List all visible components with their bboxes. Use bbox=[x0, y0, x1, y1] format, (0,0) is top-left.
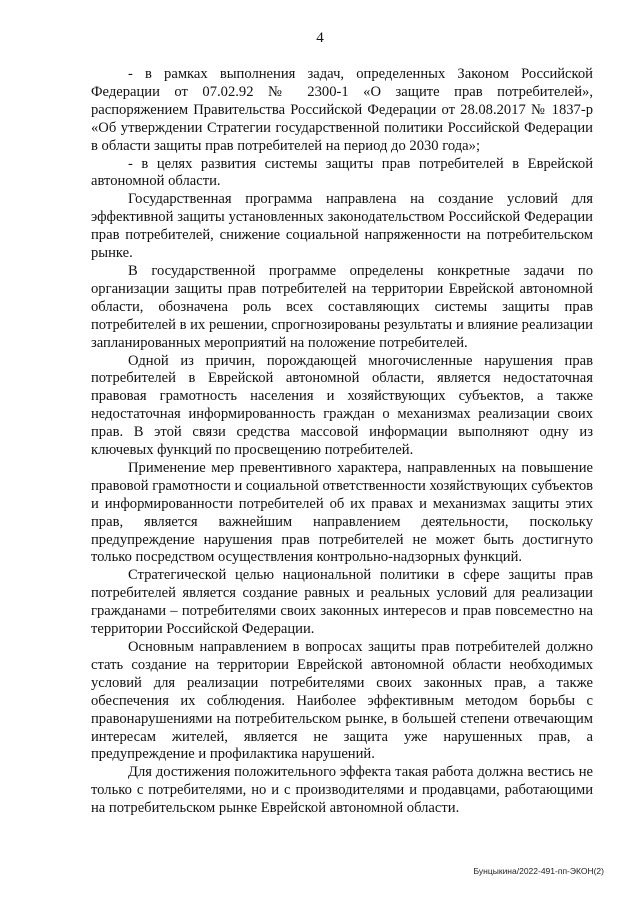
paragraph-item-3: Государственная программа направлена на создание условий для эффективной защиты установленных законодательством Российской Федерации прав потребителей, снижение социальной напряженности на потребительском рынке. bbox=[91, 191, 593, 262]
paragraph-item-5: Одной из причин, порождающей многочисленные нарушения прав потребителей в Еврейской автономной области, является недостаточная правовая грамотность населения и хозяйствующих субъектов, а также недостаточная информированность граждан о механизмах реализации своих прав. В этой связи средства массовой информации выполняют одну из ключевых функций по просвещению потребителей. bbox=[91, 352, 593, 459]
paragraph-item-9: Для достижения положительного эффекта такая работа должна вестись не только с потребителями, но и с производителями и продавцами, работающими на потребительском рынке Еврейской автономной области. bbox=[91, 764, 593, 817]
paragraph-item-8: Основным направлением в вопросах защиты прав потребителей должно стать создание на территории Еврейской автономной области необходимых условий для реализации потребителями своих законных прав, а также обеспечения их соблюдения. Наиболее эффективным методом борьбы с правонарушениями на потребительском рынке, в большей степени отвечающим интересам жителей, является не защита уже нарушенных прав, а предупреждение и профилактика нарушений. bbox=[91, 639, 593, 763]
document-reference-code: Бунцыкина/2022-491-пп-ЭКОН(2) bbox=[473, 866, 604, 876]
paragraph-item-4: В государственной программе определены конкретные задачи по организации защиты прав потребителей на территории Еврейской автономной области, обозначена роль всех составляющих системы защиты прав потребителей в их решении, спрогнозированы результаты и влияние реализации запланированных мероприятий на положение потребителей. bbox=[91, 262, 593, 351]
page-number: 4 bbox=[316, 30, 324, 46]
paragraph-item-2: - в целях развития системы защиты прав потребителей в Еврейской автономной области. bbox=[91, 155, 593, 190]
paragraph-item-7: Стратегической целью национальной политики в сфере защиты прав потребителей является создание равных и реальных условий для реализации гражданами – потребителями своих законных интересов и прав повсеместно на территории Российской Федерации. bbox=[91, 567, 593, 638]
paragraph-item-1: - в рамках выполнения задач, определенных Законом Российской Федерации от 07.02.92 № 2300-1 «О защите прав потребителей», распоряжением Правительства Российской Федерации от 28.08.2017 № 1837-р «Об утверждении Стратегии государственной политики Российской Федерации в области защиты прав потребителей на период до 2030 года»; bbox=[91, 66, 593, 154]
paragraph-item-6: Применение мер превентивного характера, направленных на повышение правовой грамотности и социальной ответственности хозяйствующих субъектов и информированности потребителей об их правах и механизмах защиты этих прав, является важнейшим направлением деятельности, поскольку предупреждение нарушения прав потребителей не может быть достигнуто только посредством осуществления контрольно-надзорных функций. bbox=[91, 459, 594, 566]
document-body bbox=[91, 66, 593, 818]
